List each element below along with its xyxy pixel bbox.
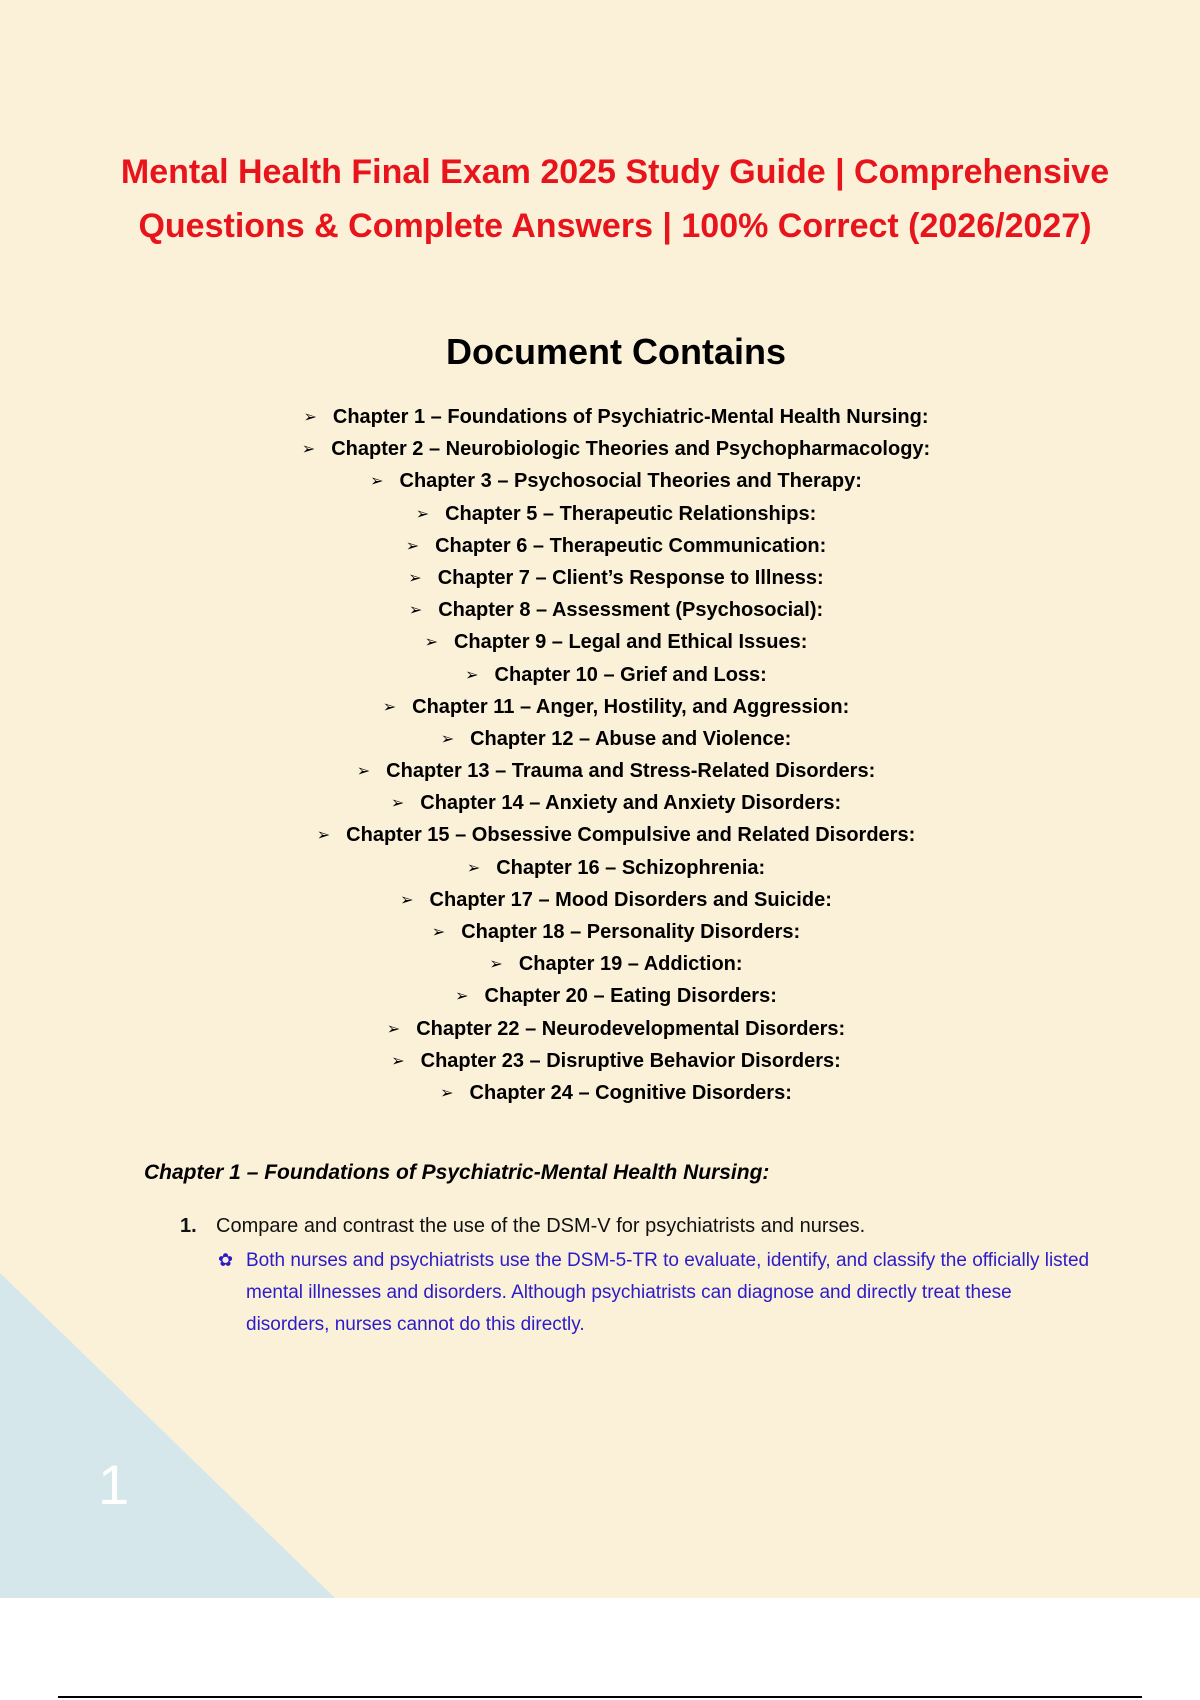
toc-item [0,433,1200,465]
question-text: Compare and contrast the use of the DSM-V for psychiatrists and nurses. [216,1215,866,1237]
toc-item [0,1045,1200,1077]
answer-text: Both nurses and psychiatrists use the DSM-5-TR to evaluate, identify, and classify the officially listed mental illnesses and disorders. Although psychiatrists can diagnose and directly treat these disorders, nurses cannot do this directly. [246,1250,1090,1335]
toc-item-label: Chapter 10 – Grief and Loss: [494,663,767,686]
toc-item [0,530,1200,562]
toc-item-label: Chapter 23 – Disruptive Behavior Disorders: [420,1049,841,1072]
page-number: 1 [98,1453,130,1516]
arrowhead-bullet-icon: ➢ [455,986,469,1006]
toc-item-label: Chapter 1 – Foundations of Psychiatric-Mental Health Nursing: [332,406,929,428]
arrowhead-bullet-icon: ➢ [400,889,414,909]
toc-item-label: Chapter 2 – Neurobiologic Theories and Psychopharmacology: [331,438,931,461]
toc-item-label: Chapter 12 – Abuse and Violence: [470,727,792,750]
question-number: 1. [180,1215,197,1237]
section-heading: Chapter 1 – Foundations of Psychiatric-Mental Health Nursing: [144,1161,770,1184]
arrowhead-bullet-icon: ➢ [370,471,384,491]
toc-item [0,852,1200,884]
toc-item-label: Chapter 24 – Cognitive Disorders: [469,1081,792,1104]
toc-item-label: Chapter 20 – Eating Disorders: [484,985,777,1008]
arrowhead-bullet-icon: ➢ [408,567,422,587]
toc-item [0,755,1200,787]
contents-heading: Document Contains [445,331,786,372]
arrowhead-bullet-icon: ➢ [440,728,455,748]
toc-item [0,787,1200,819]
question-block [180,1211,1090,1341]
toc-item-label: Chapter 15 – Obsessive Compulsive and Related Disorders: [346,824,916,847]
toc-item [0,916,1200,948]
arrowhead-bullet-icon: ➢ [386,1018,401,1038]
arrowhead-bullet-icon: ➢ [415,503,430,523]
answer [180,1245,1090,1341]
toc-item [0,659,1200,691]
document-title: Mental Health Final Exam 2025 Study Guide | Comprehensive Questions & Complete Answers | 100% Correct (2026/2027) [120,153,1110,245]
arrowhead-bullet-icon: ➢ [440,1082,454,1102]
toc-item [0,948,1200,980]
arrowhead-bullet-icon: ➢ [489,954,503,974]
flower-bullet-icon: ✿ [218,1250,234,1271]
arrowhead-bullet-icon: ➢ [466,857,481,877]
toc-item [0,884,1200,916]
toc-item [0,562,1200,594]
toc-item [0,723,1200,755]
toc-item-label: Chapter 5 – Therapeutic Relationships: [445,502,817,525]
toc-item-label: Chapter 19 – Addiction: [518,953,743,976]
toc-item-label: Chapter 3 – Psychosocial Theories and Therapy: [399,470,862,493]
arrowhead-bullet-icon: ➢ [382,696,397,716]
arrowhead-bullet-icon: ➢ [316,825,331,845]
toc-item-label: Chapter 13 – Trauma and Stress-Related Disorders: [386,760,876,783]
question [180,1211,1090,1241]
toc-item [0,1013,1200,1045]
toc-item-label: Chapter 8 – Assessment (Psychosocial): [438,599,824,622]
arrowhead-bullet-icon: ➢ [301,439,316,459]
toc-item-label: Chapter 22 – Neurodevelopmental Disorders: [416,1017,846,1040]
arrowhead-bullet-icon: ➢ [431,922,446,941]
arrowhead-bullet-icon: ➢ [408,600,423,620]
arrowhead-bullet-icon: ➢ [424,632,438,652]
toc-item-label: Chapter 11 – Anger, Hostility, and Aggression: [412,695,850,718]
arrowhead-bullet-icon: ➢ [390,793,405,813]
toc-item-label: Chapter 7 – Client’s Response to Illness: [437,566,824,589]
toc-item [0,498,1200,530]
footer-divider [58,1696,1142,1698]
toc-item [0,594,1200,626]
arrowhead-bullet-icon: ➢ [303,407,317,426]
toc-item-label: Chapter 9 – Legal and Ethical Issues: [453,631,808,654]
toc-item [0,401,1200,433]
arrowhead-bullet-icon: ➢ [356,761,371,781]
toc-item-label: Chapter 18 – Personality Disorders: [461,921,801,943]
arrowhead-bullet-icon: ➢ [391,1050,405,1070]
toc-item [0,819,1200,851]
toc-item-label: Chapter 14 – Anxiety and Anxiety Disorders: [420,792,842,815]
toc-item [0,626,1200,658]
table-of-contents [0,401,1200,1109]
toc-item [0,980,1200,1012]
arrowhead-bullet-icon: ➢ [405,535,420,555]
toc-item-label: Chapter 6 – Therapeutic Communication: [435,534,827,557]
toc-item [0,691,1200,723]
toc-item-label: Chapter 17 – Mood Disorders and Suicide: [429,888,832,911]
toc-item [0,1077,1200,1109]
arrowhead-bullet-icon: ➢ [465,664,479,684]
toc-item [0,465,1200,497]
toc-item-label: Chapter 16 – Schizophrenia: [496,856,766,879]
